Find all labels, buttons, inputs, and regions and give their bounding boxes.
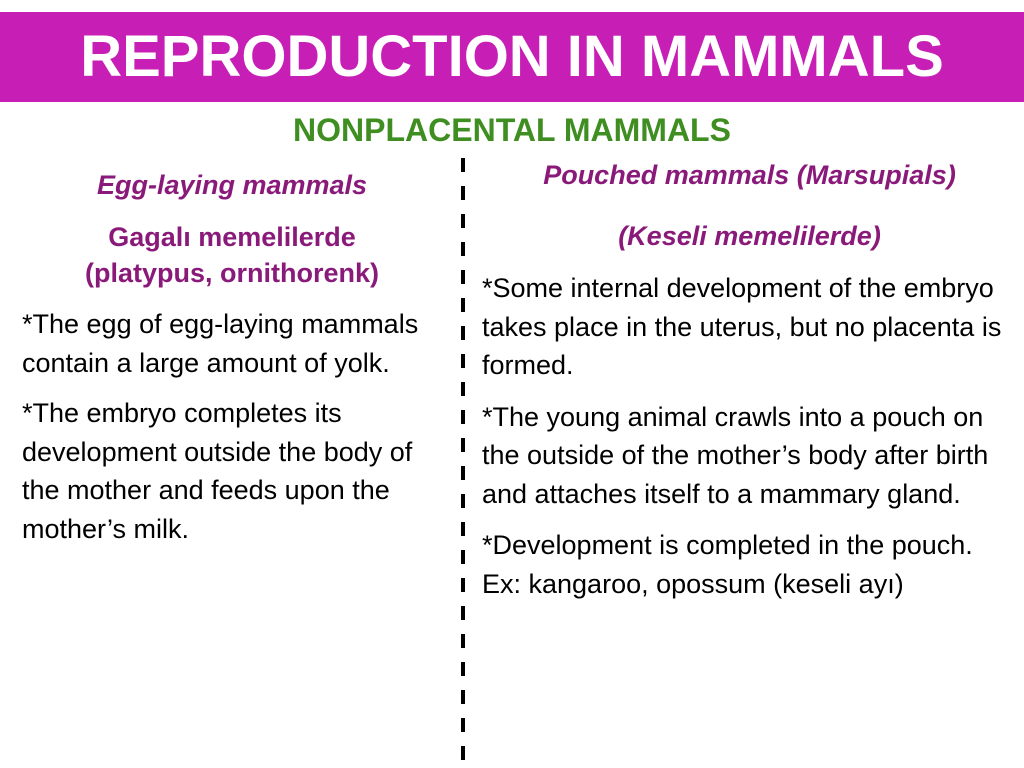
- slide-subtitle: NONPLACENTAL MAMMALS: [293, 112, 731, 148]
- right-point-3: *Development is completed in the pouch. Ex: kangaroo, opossum (keseli ayı): [482, 530, 973, 599]
- left-point-1: *The egg of egg-laying mammals contain a large amount of yolk.: [22, 309, 419, 378]
- left-point-2: *The embryo completes its development outside the body of the mother and feeds upon the mother’s milk.: [22, 398, 413, 544]
- marsupials-heading: Pouched mammals (Marsupials): [543, 160, 956, 190]
- marsupials-turkish-heading: (Keseli memelilerde): [618, 221, 881, 251]
- turkish-name-line-2: (platypus, ornithorenk): [84, 258, 379, 288]
- column-divider: [461, 158, 465, 768]
- slide-title: REPRODUCTION IN MAMMALS: [80, 24, 944, 89]
- right-column: [482, 158, 1017, 603]
- turkish-name-line-1: Gagalı memelilerde: [108, 222, 356, 252]
- egg-laying-heading: Egg-laying mammals: [96, 170, 368, 200]
- left-column: [22, 168, 442, 548]
- right-point-1: *Some internal development of the embryo takes place in the uterus, but no placenta is formed.: [482, 273, 1002, 380]
- right-point-2: *The young animal crawls into a pouch on the outside of the mother’s body after birth and attaches itself to a mammary gland.: [482, 401, 989, 509]
- title-banner: [0, 12, 1024, 102]
